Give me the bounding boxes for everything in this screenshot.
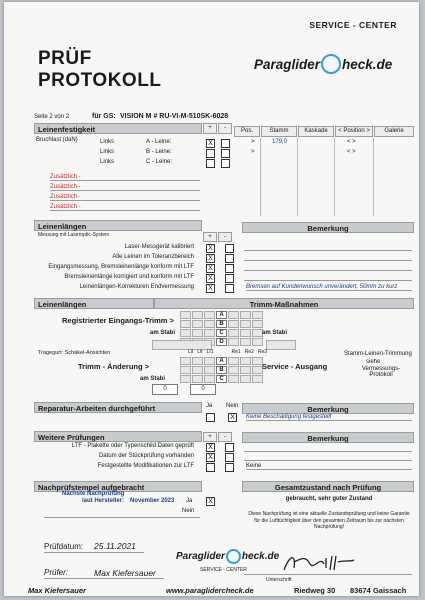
letter-b: B: [216, 320, 227, 328]
plus-header: +: [203, 123, 217, 134]
pruefer-value: Max Kiefersauer: [94, 568, 156, 578]
eingangsmessung-label: Eingangsmessung, Bremsleinenlänge konform mit LTF: [48, 264, 194, 270]
title-pruef: PRÜF: [38, 48, 92, 69]
stamm-note: Stamm-Leinen-Trimmung: [344, 351, 412, 357]
laser-kalibriert-minus[interactable]: [225, 244, 234, 253]
row-b-leine: B - Leine:: [146, 149, 172, 155]
bremsleinen-korrigiert-minus[interactable]: [225, 274, 234, 283]
page-number: Seite 2 von 2: [34, 114, 70, 120]
section-leinenlaengen: Leinenlängen: [34, 220, 202, 231]
remark-line: [244, 250, 412, 251]
pruefdatum-value: 25.11.2021: [94, 541, 136, 551]
registered-trimm-label: Registrierter Eingangs-Trimm >: [62, 316, 174, 325]
row-b-pos: >: [251, 149, 255, 155]
ltf-plakette-label: LTF - Plakette oder Typenschild Daten geprüft: [71, 443, 194, 449]
stabi-in-box-2: [266, 340, 296, 350]
row-c-check[interactable]: [206, 159, 215, 168]
remark-line: [244, 260, 412, 261]
service-center-label: SERVICE - CENTER: [309, 20, 397, 30]
title-protokoll: PROTOKOLL: [38, 70, 162, 91]
bemerkung-header: Bemerkung: [242, 222, 414, 233]
minus-header-2: -: [218, 232, 232, 242]
reparatur-ja-box[interactable]: [206, 413, 215, 422]
section-leinenfestigkeit: Leinenfestigkeit: [34, 123, 202, 134]
reparatur-bemerkung: Bemerkung: [242, 403, 414, 414]
section-reparatur: Reparatur-Arbeiten durchgeführt: [34, 402, 202, 413]
gesamtzustand-value: gebraucht, sehr guter Zustand: [285, 496, 373, 502]
stueckpruefung-minus[interactable]: [225, 453, 234, 462]
row-a-pos: >: [251, 139, 255, 145]
unterschrift-label: Unterschrift: [266, 577, 292, 583]
footer-logo-text-2: heck.de: [241, 551, 280, 562]
letter-c-out: C: [216, 375, 227, 383]
row-a-stamm: 179,0: [272, 139, 288, 145]
col-li1: LI1: [206, 349, 214, 355]
col-galerie: Galerie: [374, 126, 414, 137]
letter-a-out: A: [216, 357, 227, 365]
reparatur-remark: Keine Beschädigung festgestellt: [246, 414, 412, 421]
nachpruef-ja-box[interactable]: X: [206, 497, 215, 506]
row-a-minus[interactable]: [221, 139, 230, 148]
stabi-value-2[interactable]: 0: [190, 384, 216, 395]
ltf-plakette-minus[interactable]: [225, 443, 234, 452]
bruchlast-label: Bruchlast (daN): [36, 137, 78, 143]
protocol-page: [4, 2, 419, 596]
tragegurt-label: Tragegurt: Schäkel-Ansichten: [38, 350, 111, 356]
reparatur-nein: Nein: [226, 403, 239, 409]
trimm-aenderung-label: Trimm - Änderung >: [78, 362, 150, 371]
toleranz-label: Alle Leinen im Toleranzbereich: [112, 254, 194, 260]
for-gs-label: für GS:: [92, 113, 116, 120]
laser-kalibriert-check[interactable]: X: [206, 244, 215, 253]
logo-text-1: Paraglider: [254, 56, 321, 72]
disclaimer: Diese Nachprüfung ist eine aktuelle Zustandsprüfung und keine Garantie für die Lufttüchtigkeit über den gesamten Zeitraum bis zur nächsten Nachprüfung!: [248, 511, 410, 530]
signature-line: [244, 574, 412, 575]
remark-line: [244, 460, 412, 461]
am-stabi-label-3: am Stabi: [140, 376, 166, 382]
stabi-value-1[interactable]: 0: [152, 384, 178, 395]
trimm-grid-out: [180, 357, 263, 383]
col-re1: Re1: [231, 349, 241, 355]
bremsleinen-korrigiert-label: Bremsleinenlänge korrigiert und konform mit LTF: [64, 274, 194, 280]
col-pos: Pos.: [234, 126, 260, 137]
col-lit-1: Lit: [188, 349, 194, 355]
minus-header: -: [218, 123, 232, 134]
pruefdatum-label: Prüfdatum:: [44, 542, 84, 551]
section-weitere: Weitere Prüfungen: [34, 431, 202, 442]
trimm-col-headers: [188, 349, 267, 355]
nachpruef-date: November 2023: [130, 498, 175, 504]
reparatur-nein-box[interactable]: X: [228, 413, 237, 422]
letter-a: A: [216, 311, 227, 319]
col-position: < Position >: [335, 126, 373, 137]
row-c-minus[interactable]: [221, 159, 230, 168]
logo-ring-icon: [321, 54, 341, 74]
laser-kalibriert-label: Laser-Messgerät kalibriert: [124, 244, 194, 250]
row-a-side: Links: [100, 139, 115, 145]
zusatz-4: Zusätzlich -: [50, 204, 200, 211]
weitere-remark: Keine: [246, 463, 412, 470]
nachpruef-line: [44, 517, 200, 518]
ltf-plakette-check[interactable]: X: [206, 443, 215, 452]
remark-line: [244, 280, 412, 281]
gesamtzustand-header: Gesamtzustand nach Prüfung: [242, 481, 414, 492]
zusatz-1: Zusätzlich -: [50, 174, 200, 181]
nachpruef-ja: Ja: [186, 498, 193, 504]
pruefdatum-line: [44, 552, 144, 553]
am-stabi-label-2: am Stabi: [262, 330, 288, 336]
row-b-side: Links: [100, 149, 115, 155]
modifikationen-minus[interactable]: [225, 463, 234, 472]
row-a-check[interactable]: X: [206, 139, 215, 148]
messung-method: Messung mit Laseroptic-System: [38, 232, 110, 238]
divider: [260, 138, 261, 216]
footer-logo-ring-icon: [226, 549, 241, 564]
reparatur-ja: Ja: [206, 403, 213, 409]
row-b-minus[interactable]: [221, 149, 230, 158]
naechste-nachpruefung: Nächste Nachprüfung: [62, 491, 125, 497]
weitere-bemerkung: Bemerkung: [242, 432, 414, 443]
footer-url[interactable]: www.paraglidercheck.de: [166, 586, 254, 595]
divider: [373, 138, 374, 216]
row-c-side: Links: [100, 159, 115, 165]
footer-city: 83674 Gaissach: [350, 586, 407, 595]
row-a-leine: A - Leine:: [146, 139, 172, 145]
footer-logo: [176, 549, 279, 564]
stueckpruefung-check[interactable]: X: [206, 453, 215, 462]
modifikationen-label: Festgestellte Modifikationen zur LTF: [97, 463, 194, 469]
remark-line: [244, 270, 412, 271]
toleranz-check[interactable]: X: [206, 254, 215, 263]
row-a-position: < >: [347, 139, 356, 145]
row-b-check[interactable]: [206, 149, 215, 158]
section-nachpruef: Nachprüfstempel aufgebracht: [34, 481, 202, 492]
service-ausgang-label: Service - Ausgang: [262, 362, 328, 371]
col-kaskade: Kaskade: [298, 126, 334, 137]
divider: [334, 138, 335, 216]
plus-header-3: +: [203, 432, 217, 442]
endvermessung-label: Leinenlängen-Korrekturen Endvermessung: [79, 284, 194, 290]
bremsleinen-korrigiert-check[interactable]: X: [206, 274, 215, 283]
signature: [280, 550, 360, 574]
endvermessung-minus[interactable]: [225, 284, 234, 293]
leinenlaengen-remark: Bremsen auf Kundenwunsch unverändert, 50mm zu kurz: [246, 284, 412, 291]
nachpruef-nein: Nein: [182, 508, 195, 514]
col-re3: Re3: [257, 349, 268, 355]
section-trimm: Leinenlängen: [34, 298, 154, 309]
letter-d: D: [216, 338, 227, 346]
footer-name: Max Kiefersauer: [28, 586, 86, 595]
stueckpruefung-label: Datum der Stückprüfung vorhanden: [98, 453, 194, 459]
row-c-leine: C - Leine:: [146, 159, 173, 165]
footer-street: Riedweg 30: [294, 586, 336, 595]
paraglidercheck-logo: [254, 54, 392, 74]
glider-id: VISION M # RU-VI-M-510SK-6028: [120, 113, 229, 120]
laut-hersteller: laut Hersteller:: [82, 498, 125, 504]
plus-header-2: +: [203, 232, 217, 242]
minus-header-3: -: [218, 432, 232, 442]
letter-c: C: [216, 329, 227, 337]
vermessung-protokoll: Vermessungs-Protokoll: [361, 366, 401, 378]
pruefer-label: Prüfer:: [44, 568, 69, 577]
eingangsmessung-minus[interactable]: [225, 264, 234, 273]
logo-text-2: heck.de: [342, 56, 393, 72]
divider: [297, 138, 298, 216]
endvermessung-check[interactable]: X: [206, 284, 215, 293]
col-stamm: Stamm: [261, 126, 297, 137]
pruefer-line: [44, 578, 164, 579]
modifikationen-check[interactable]: [206, 463, 215, 472]
trimm-massnahmen: Trimm-Maßnahmen: [154, 298, 414, 309]
zusatz-2: Zusätzlich -: [50, 184, 200, 191]
siehe-label: siehe: [366, 359, 381, 365]
footer-service: SERVICE - CENTER: [200, 567, 247, 573]
footer-logo-text-1: Paraglider: [176, 551, 225, 562]
col-re2: Re2: [244, 349, 254, 355]
letter-b-out: B: [216, 366, 227, 374]
col-lit-2: Lit: [197, 349, 203, 355]
remark-line: [244, 451, 412, 452]
toleranz-minus[interactable]: [225, 254, 234, 263]
zusatz-3: Zusätzlich -: [50, 194, 200, 201]
eingangsmessung-check[interactable]: X: [206, 264, 215, 273]
am-stabi-label-1: am Stabi: [150, 330, 176, 336]
row-b-position: < >: [347, 149, 356, 155]
